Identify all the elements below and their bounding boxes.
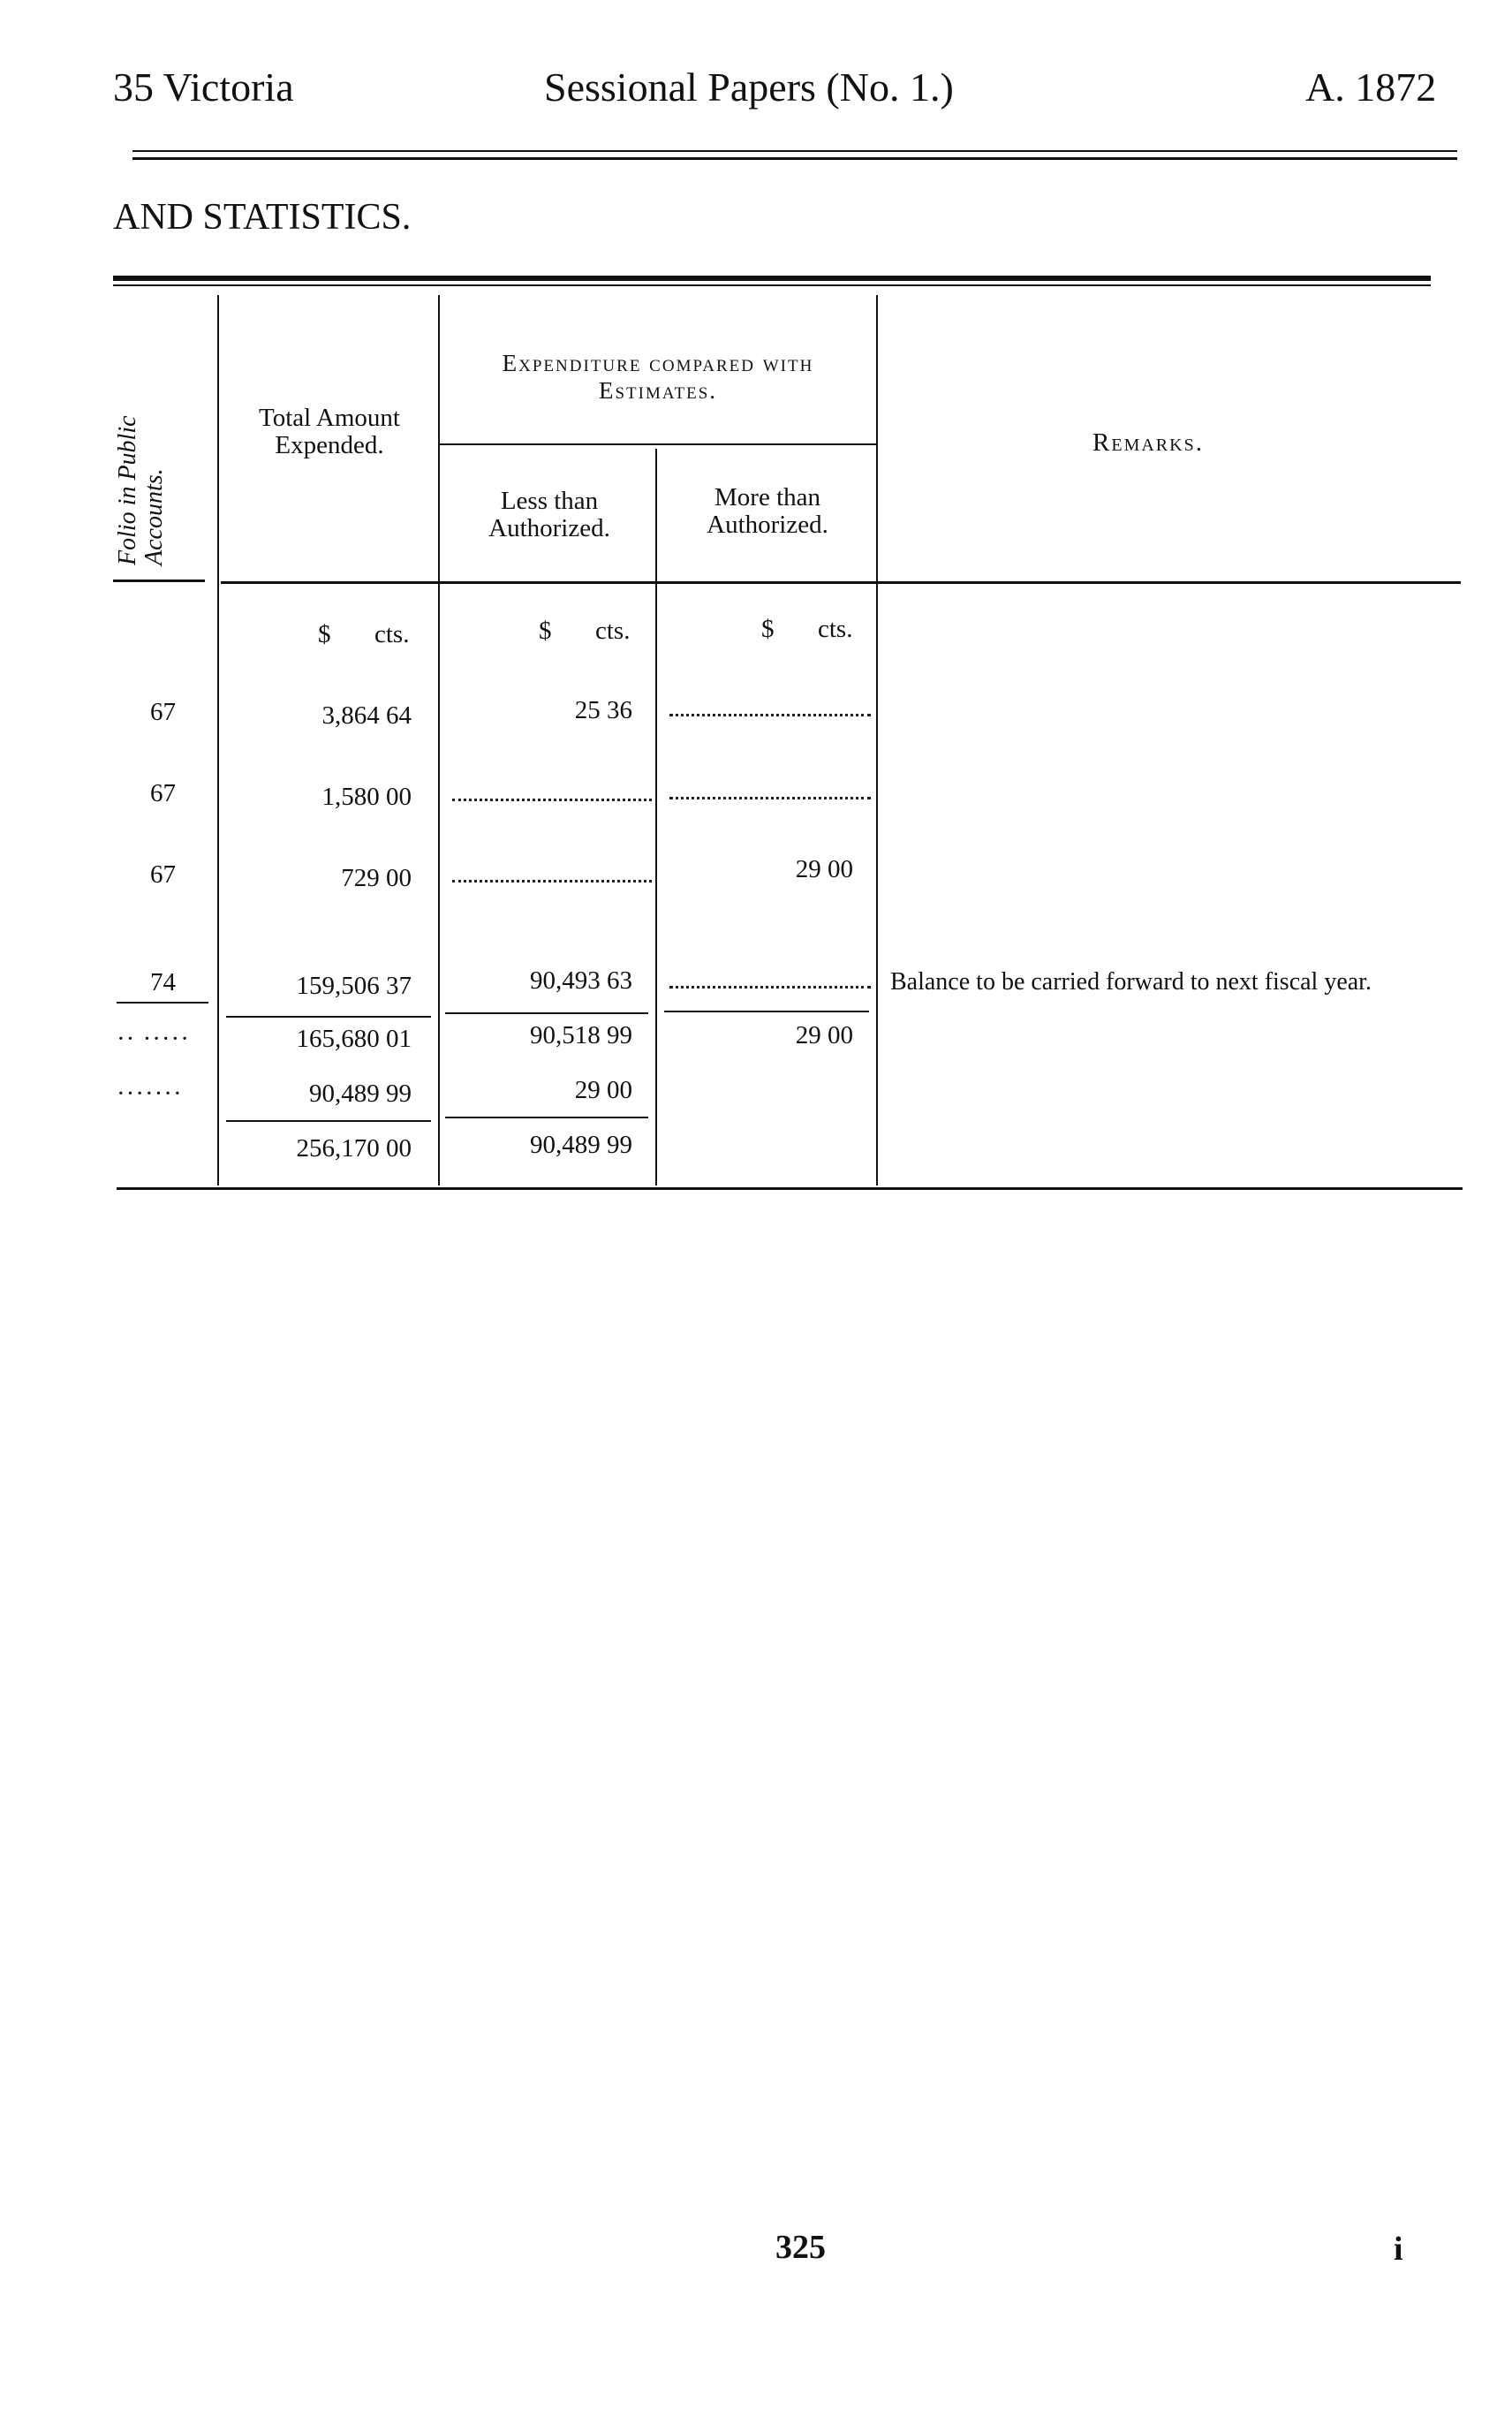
- row1-more-leader: [669, 714, 871, 716]
- row3-more: 29 00: [795, 855, 853, 883]
- col-header-more: More than Authorized.: [707, 483, 828, 539]
- sum-rule-folio: [117, 1002, 208, 1004]
- unit-more-cents: cts.: [818, 615, 853, 643]
- row2-total: 1,580 00: [321, 783, 412, 811]
- diff-rule-less: [445, 1117, 648, 1118]
- total1-total: 165,680 01: [296, 1025, 412, 1053]
- sum-rule-total: [226, 1016, 431, 1018]
- table-bottom-rule: [117, 1187, 1463, 1190]
- row4-remarks: Balance to be carried forward to next fiscal year.: [890, 968, 1372, 996]
- signature-mark: i: [1394, 2231, 1403, 2268]
- unit-total-cents: cts.: [374, 620, 410, 648]
- col-rule-1: [217, 295, 219, 1185]
- section-title: AND STATISTICS.: [113, 197, 412, 238]
- row1-total: 3,864 64: [321, 701, 412, 730]
- unit-less-dollar: $: [539, 617, 552, 645]
- sum-rule-less: [445, 1012, 648, 1014]
- row4-total: 159,506 37: [296, 972, 412, 1000]
- header-bottom-rule: [221, 581, 1461, 584]
- row2-folio: 67: [150, 779, 176, 807]
- col-header-less: Less than Authorized.: [488, 487, 610, 542]
- col-header-remarks: Remarks.: [1092, 428, 1204, 457]
- total1-less: 90,518 99: [530, 1021, 632, 1049]
- total2-folio-leader: ·······: [117, 1079, 183, 1108]
- header-rule-bottom: [132, 157, 1457, 160]
- table-top-rule-thin: [113, 284, 1431, 286]
- total1-folio-leader: ·· ·····: [117, 1025, 190, 1053]
- total2-less: 29 00: [574, 1076, 632, 1104]
- col-header-compared: Expenditure compared with Estimates.: [502, 350, 814, 404]
- col-rule-4: [876, 295, 878, 1185]
- row4-less: 90,493 63: [530, 966, 632, 995]
- row3-less-leader: [452, 880, 652, 882]
- header-bottom-rule-folio: [113, 579, 205, 582]
- row1-less: 25 36: [574, 696, 632, 724]
- header-volume: 35 Victoria: [113, 64, 294, 110]
- row1-folio: 67: [150, 698, 176, 726]
- row2-more-leader: [669, 797, 871, 799]
- row2-less-leader: [452, 799, 652, 801]
- row4-folio: 74: [150, 968, 176, 996]
- page-number: 325: [775, 2229, 826, 2266]
- row3-folio: 67: [150, 860, 176, 889]
- unit-total-dollar: $: [318, 620, 331, 648]
- col-header-folio: Folio in Public Accounts.: [114, 415, 168, 565]
- total3-less: 90,489 99: [530, 1131, 632, 1159]
- compared-subrule: [438, 443, 876, 445]
- unit-more-dollar: $: [761, 615, 775, 643]
- unit-less-cents: cts.: [595, 617, 631, 645]
- table-top-rule: [113, 276, 1431, 281]
- total3-total: 256,170 00: [296, 1134, 412, 1163]
- total2-total: 90,489 99: [309, 1079, 412, 1108]
- header-title: Sessional Papers (No. 1.): [544, 64, 954, 110]
- col-rule-2: [438, 295, 440, 1185]
- row3-total: 729 00: [341, 864, 412, 892]
- header-rule-top: [132, 150, 1457, 152]
- diff-rule-total: [226, 1120, 431, 1122]
- header-year: A. 1872: [1305, 64, 1437, 110]
- row4-more-leader: [669, 986, 871, 989]
- total1-more: 29 00: [795, 1021, 853, 1049]
- col-header-total: Total Amount Expended.: [259, 404, 400, 459]
- col-rule-3: [655, 449, 657, 1185]
- sum-rule-more: [664, 1011, 869, 1012]
